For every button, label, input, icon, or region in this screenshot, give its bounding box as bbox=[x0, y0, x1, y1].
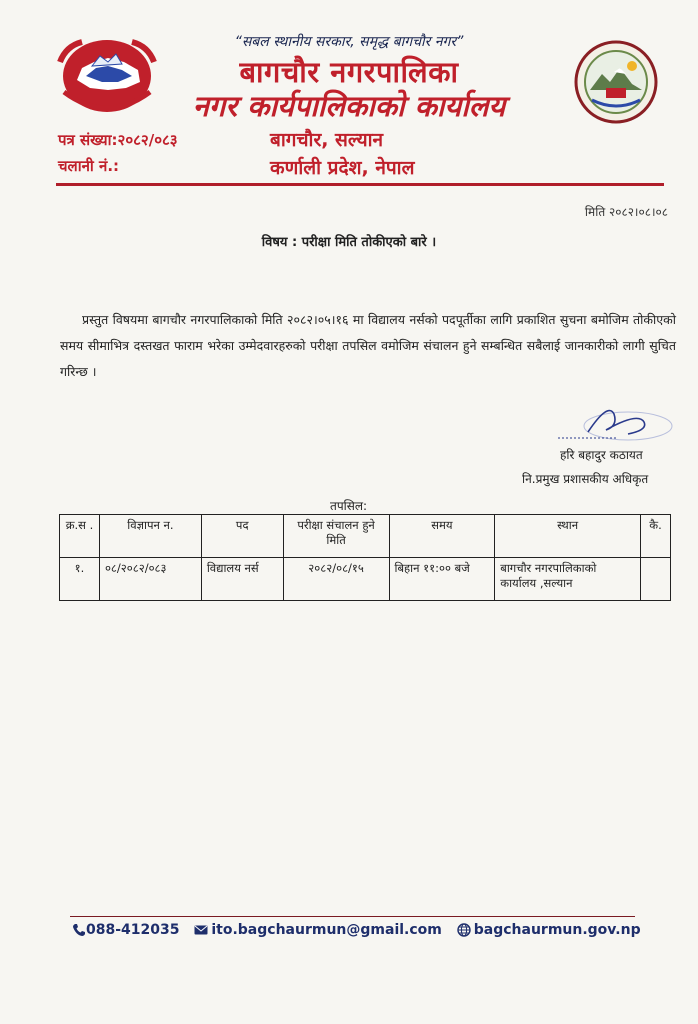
dispatch-number: चलानी नं.: bbox=[58, 157, 120, 175]
header-exam-date: परीक्षा संचालन हुने मिति bbox=[283, 515, 389, 558]
address-line-2: कर्णाली प्रदेश, नेपाल bbox=[270, 157, 415, 179]
cell-exam-date: २०८२/०८/१५ bbox=[283, 558, 389, 601]
cell-serial: १. bbox=[60, 558, 100, 601]
cell-venue: बागचौर नगरपालिकाको कार्यालय ,सल्यान bbox=[495, 558, 641, 601]
office-title: नगर कार्यपालिकाको कार्यालय bbox=[192, 89, 506, 123]
email-link[interactable]: ito.bagchaurmun@gmail.com bbox=[211, 922, 442, 938]
table-header-row bbox=[60, 515, 671, 558]
contact-footer bbox=[72, 922, 642, 938]
municipality-title: बागचौर नगरपालिका bbox=[239, 55, 459, 89]
letter-date: मिति २०८२।०८।०८ bbox=[584, 205, 668, 219]
footer-divider bbox=[70, 916, 635, 917]
cell-time: बिहान ११:०० बजे bbox=[389, 558, 495, 601]
address-line-1: बागचौर, सल्यान bbox=[270, 129, 384, 151]
signatory-title: नि.प्रमुख प्रशासकीय अधिकृत bbox=[522, 472, 649, 486]
header-time: समय bbox=[389, 515, 495, 558]
mail-icon bbox=[194, 925, 208, 935]
letter-subject: विषय : परीक्षा मिति तोकीएको बारे । bbox=[261, 235, 437, 250]
header-post: पद bbox=[201, 515, 283, 558]
slogan: “सबल स्थानीय सरकार, समृद्ध बागचौर नगर” bbox=[234, 34, 464, 50]
phone-number[interactable]: 088-412035 bbox=[86, 922, 180, 938]
letter-body: प्रस्तुत विषयमा बागचौर नगरपालिकाको मिति २०८२।०५।१६ मा विद्यालय नर्सको पदपूर्तीका लागि प्रकाशित सुचना बमोजिम तोकीएको समय सीमाभित्र दस्तखत फाराम भरेका उम्मेदवारहरुको परीक्षा तपसिल वमोजिम संचालन हुने सम्बन्धित सबैलाई जानकारीको लागी सुचित गरिन्छ । bbox=[60, 312, 676, 379]
header-ad-number: विज्ञापन न. bbox=[99, 515, 201, 558]
reference-number: पत्र संख्या:२०८२/०८३ bbox=[58, 131, 178, 149]
phone-icon bbox=[72, 923, 86, 937]
schedule-caption: तपसिल: bbox=[330, 499, 368, 513]
signatory-name: हरि बहादुर कठायत bbox=[560, 448, 643, 462]
header-venue: स्थान bbox=[495, 515, 641, 558]
cell-ad-number: ०८/२०८२/०८३ bbox=[99, 558, 201, 601]
globe-icon bbox=[457, 923, 471, 937]
cell-post: विद्यालय नर्स bbox=[201, 558, 283, 601]
cell-remarks bbox=[640, 558, 670, 601]
exam-schedule-table bbox=[59, 514, 671, 601]
table-row bbox=[60, 558, 671, 601]
header-remarks: कै. bbox=[640, 515, 670, 558]
website-link[interactable]: bagchaurmun.gov.np bbox=[473, 922, 641, 938]
signature-image bbox=[548, 392, 678, 452]
header-divider bbox=[56, 183, 664, 186]
header-serial: क्र.स . bbox=[60, 515, 100, 558]
